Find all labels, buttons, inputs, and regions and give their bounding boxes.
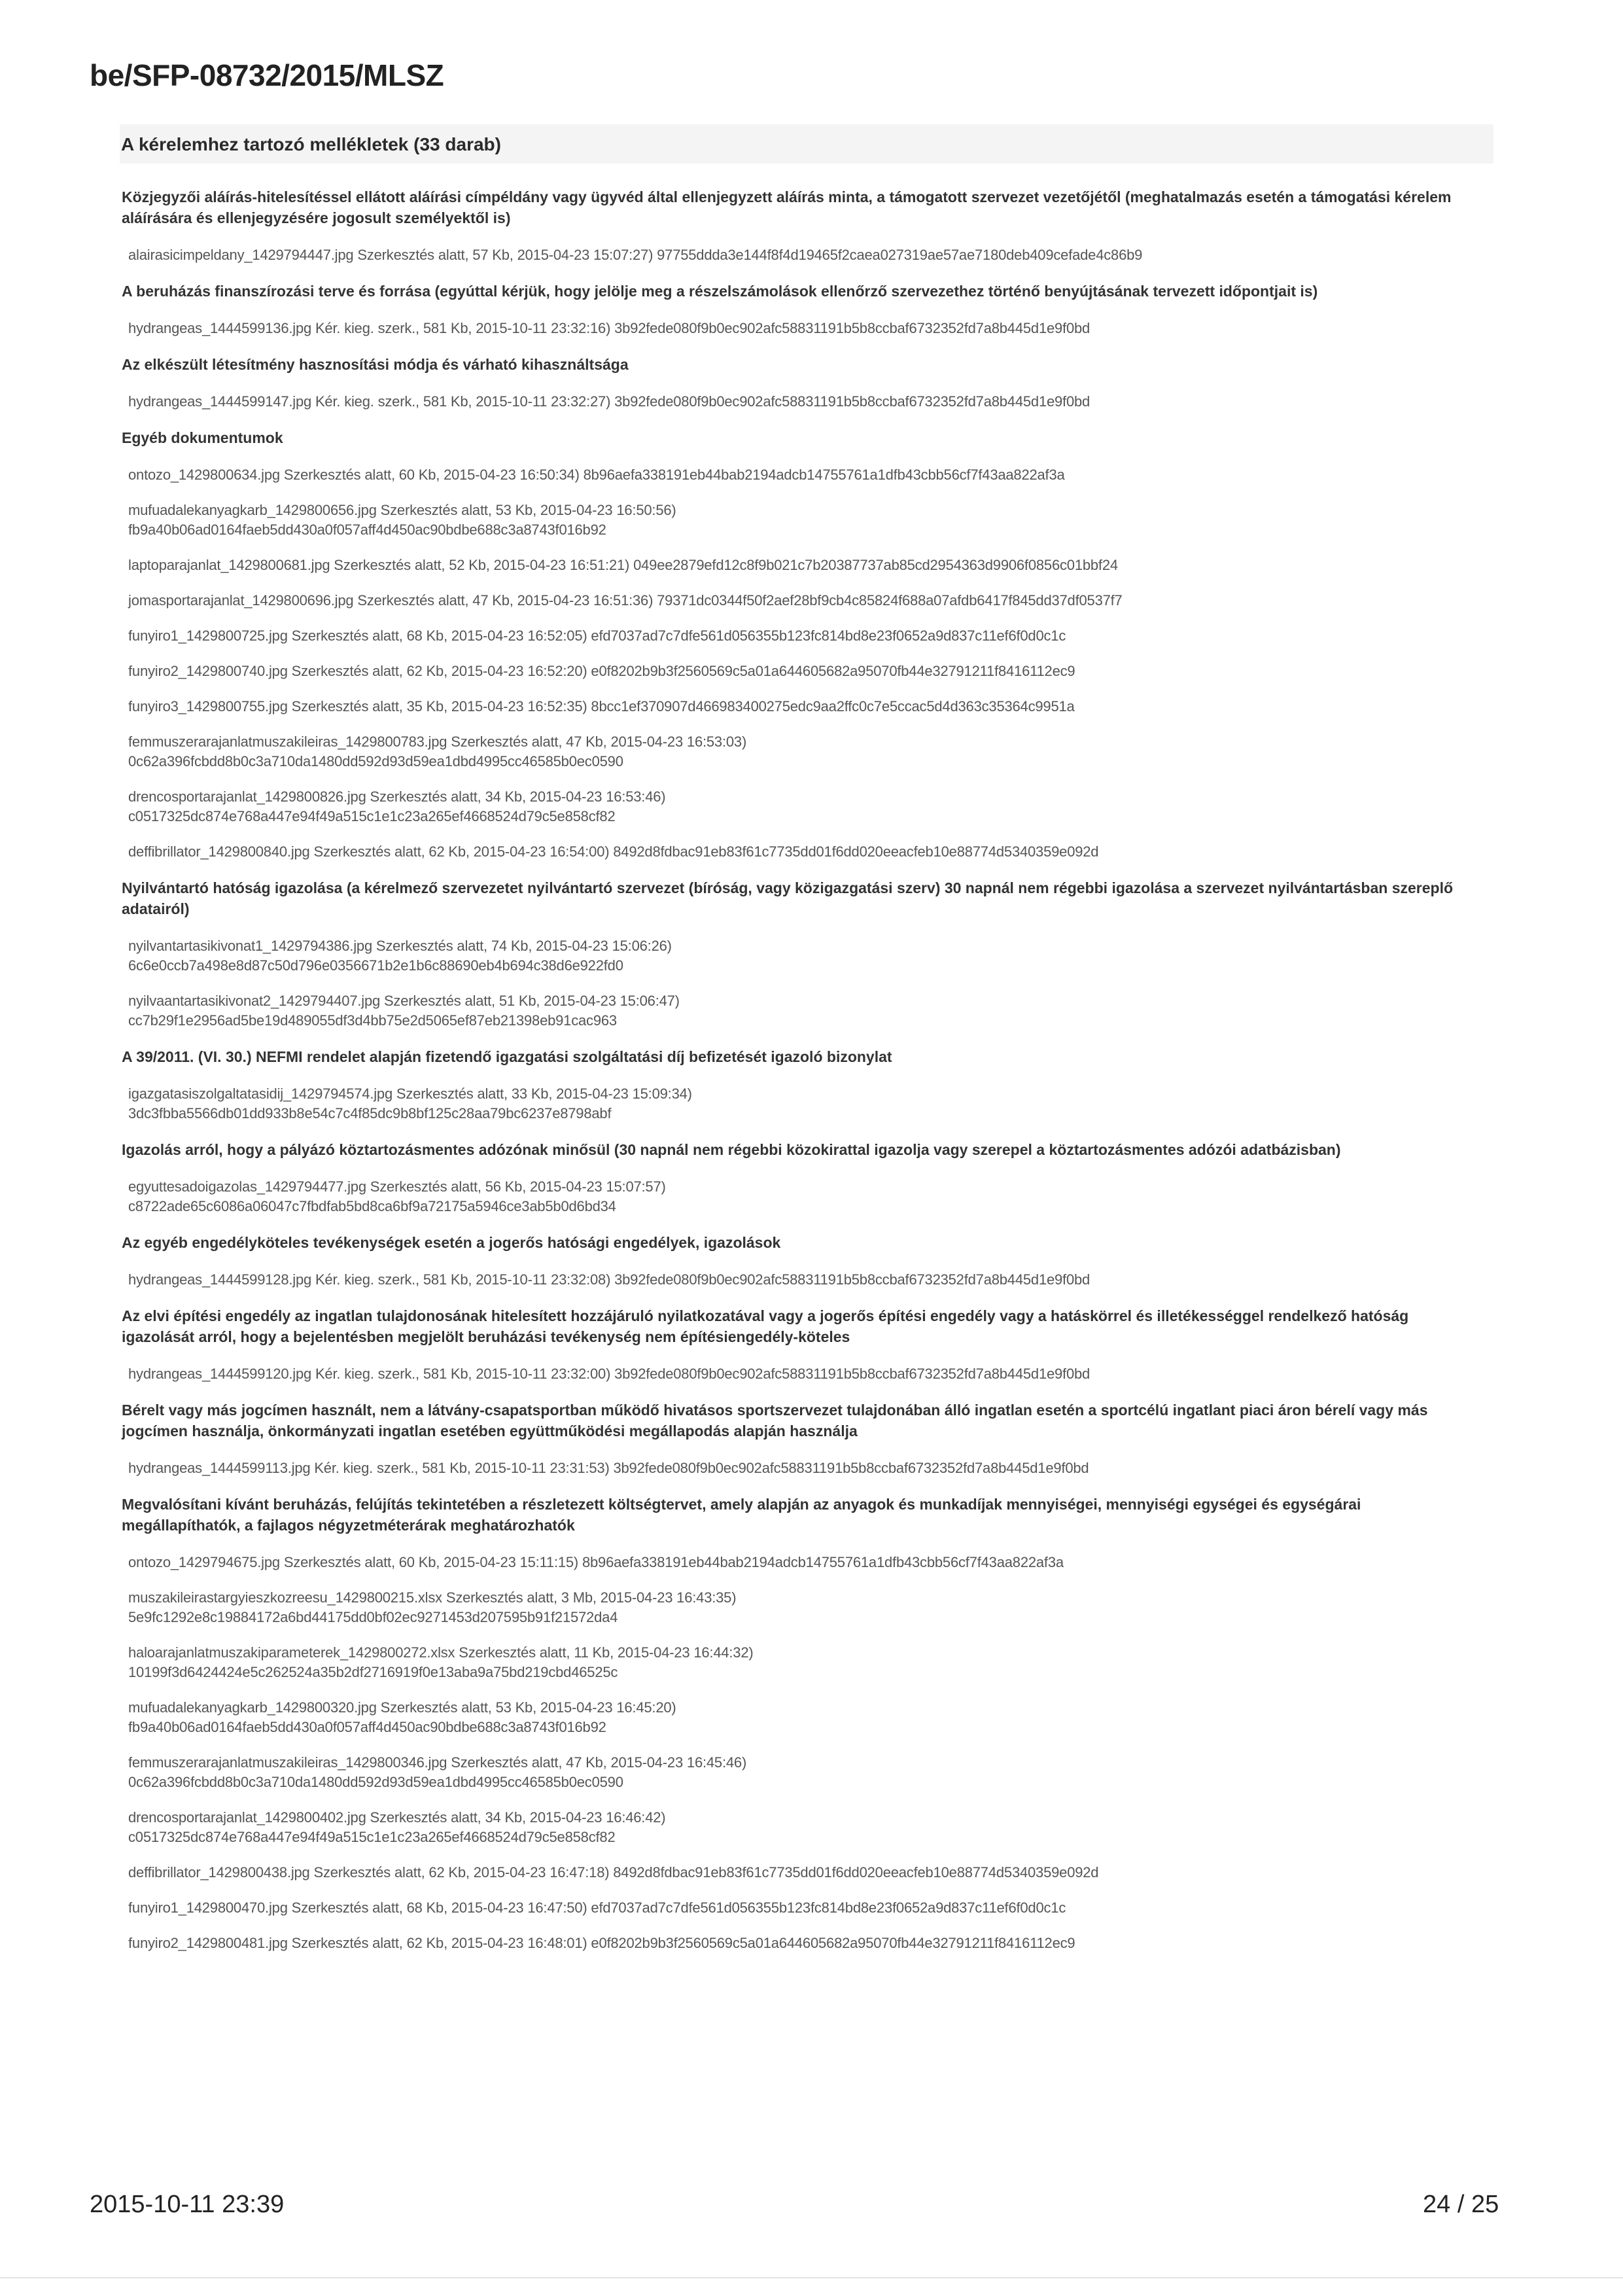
attachment-file-entry: hydrangeas_1444599136.jpg Kér. kieg. szerk., 581 Kb, 2015-10-11 23:32:16) 3b92fede080f9b0ec902afc58831191b5b8ccbaf6732352fd7a8b445d1e9f0bd	[128, 320, 1091, 336]
attachment-category-heading: Igazolás arról, hogy a pályázó köztartozásmentes adózónak minősül (30 napnál nem régebbi közokirattal igazolja vagy szerepel a köztartozásmentes adózói adatbázisban)	[122, 1141, 1341, 1158]
attachment-file-entry: hydrangeas_1444599128.jpg Kér. kieg. szerk., 581 Kb, 2015-10-11 23:32:08) 3b92fede080f9b0ec902afc58831191b5b8ccbaf6732352fd7a8b445d1e9f0bd	[128, 1271, 1091, 1288]
document-id: be/SFP-08732/2015/MLSZ	[90, 58, 444, 92]
attachment-file-entry: funyiro2_1429800481.jpg Szerkesztés alatt, 62 Kb, 2015-04-23 16:48:01) e0f8202b9b3f2560569c5a01a644605682a95070fb44e32791211f8416112ec9	[128, 1935, 1075, 1951]
attachment-file-entry: mufuadalekanyagkarb_1429800320.jpg Szerkesztés alatt, 53 Kb, 2015-04-23 16:45:20) fb9a40b06ad0164faeb5dd430a0f057aff4d450ac90bdbe688c3a8743f016b92	[128, 1699, 676, 1735]
attachment-category-heading: Nyilvántartó hatóság igazolása (a kérelmező szervezetet nyilvántartó szervezet (bíróság, vagy közigazgatási szerv) 30 napnál nem régebbi igazolása a szervezet nyilvántartásban szereplő adatairól)	[122, 879, 1454, 917]
attachment-category-heading: Közjegyzői aláírás-hitelesítéssel ellátott aláírási címpéldány vagy ügyvéd által ellenjegyzett aláírás minta, a támogatott szervezet vezetőjétől (meghatalmazás esetén a támogatási kérelem aláírására és ellenjegyzésére jogosult személyektől is)	[122, 188, 1452, 226]
attachment-category-heading: Egyéb dokumentumok	[122, 429, 283, 446]
attachment-file-entry: drencosportarajanlat_1429800826.jpg Szerkesztés alatt, 34 Kb, 2015-04-23 16:53:46) c0517325dc874e768a447e94f49a515c1e1c23a265ef4668524d79c5e858cf82	[128, 788, 666, 824]
attachment-file-entry: hydrangeas_1444599113.jpg Kér. kieg. szerk., 581 Kb, 2015-10-11 23:31:53) 3b92fede080f9b0ec902afc58831191b5b8ccbaf6732352fd7a8b445d1e9f0bd	[128, 1460, 1089, 1476]
attachment-file-entry: drencosportarajanlat_1429800402.jpg Szerkesztés alatt, 34 Kb, 2015-04-23 16:46:42) c0517325dc874e768a447e94f49a515c1e1c23a265ef4668524d79c5e858cf82	[128, 1809, 666, 1845]
attachment-list	[122, 186, 1469, 1969]
attachment-file-entry: ontozo_1429794675.jpg Szerkesztés alatt, 60 Kb, 2015-04-23 15:11:15) 8b96aefa338191eb44bab2194adcb14755761a1dfb43cbb56cf7f43aa822af3a	[128, 1554, 1064, 1570]
attachment-category-heading: A beruházás finanszírozási terve és forrása (egyúttal kérjük, hogy jelölje meg a részelszámolások ellenőrző szervezethez történő benyújtásának tervezett időpontjait is)	[122, 283, 1318, 300]
attachment-category-heading: Bérelt vagy más jogcímen használt, nem a látvány-csapatsportban működő hivatásos sportszervezet tulajdonában álló ingatlan esetén a sportcélú ingatlant piaci áron bérelí vagy más jogcímen használja, önkormányzati ingatlan esetében együttműködési megállapodás alapján használja	[122, 1402, 1428, 1439]
attachment-file-entry: jomasportarajanlat_1429800696.jpg Szerkesztés alatt, 47 Kb, 2015-04-23 16:51:36) 79371dc0344f50f2aef28bf9cb4c85824f688a07afdb6417f845dd37df0537f7	[128, 592, 1123, 609]
attachment-file-entry: funyiro3_1429800755.jpg Szerkesztés alatt, 35 Kb, 2015-04-23 16:52:35) 8bcc1ef370907d466983400275edc9aa2ffc0c7e5ccac5d4d363c35364c9951a	[128, 698, 1075, 715]
attachment-file-entry: deffibrillator_1429800438.jpg Szerkesztés alatt, 62 Kb, 2015-04-23 16:47:18) 8492d8fdbac91eb83f61c7735dd01f6dd020eeacfeb10e88774d5340359e092d	[128, 1864, 1099, 1881]
attachment-file-entry: funyiro1_1429800725.jpg Szerkesztés alatt, 68 Kb, 2015-04-23 16:52:05) efd7037ad7c7dfe561d056355b123fc814bd8e23f0652a9d837c11ef6f0d0c1c	[128, 627, 1066, 644]
attachment-file-entry: ontozo_1429800634.jpg Szerkesztés alatt, 60 Kb, 2015-04-23 16:50:34) 8b96aefa338191eb44bab2194adcb14755761a1dfb43cbb56cf7f43aa822af3a	[128, 467, 1065, 483]
attachment-category-heading: Az egyéb engedélyköteles tevékenységek esetén a jogerős hatósági engedélyek, igazolások	[122, 1234, 781, 1251]
attachment-file-entry: funyiro1_1429800470.jpg Szerkesztés alatt, 68 Kb, 2015-04-23 16:47:50) efd7037ad7c7dfe561d056355b123fc814bd8e23f0652a9d837c11ef6f0d0c1c	[128, 1899, 1066, 1916]
footer-timestamp: 2015-10-11 23:39	[90, 2191, 285, 2218]
attachment-file-entry: nyilvaantartasikivonat2_1429794407.jpg Szerkesztés alatt, 51 Kb, 2015-04-23 15:06:47) cc7b29f1e2956ad5be19d489055df3d4bb75e2d5065ef87eb21398eb91cac963	[128, 993, 680, 1029]
attachment-file-entry: funyiro2_1429800740.jpg Szerkesztés alatt, 62 Kb, 2015-04-23 16:52:20) e0f8202b9b3f2560569c5a01a644605682a95070fb44e32791211f8416112ec9	[128, 663, 1075, 679]
page-number: 24 / 25	[1423, 2191, 1499, 2218]
attachment-file-entry: muszakileirastargyieszkozreesu_1429800215.xlsx Szerkesztés alatt, 3 Mb, 2015-04-23 16:43:35) 5e9fc1292e8c19884172a6bd44175dd0bf02ec9271453d207595b91f21572da4	[128, 1589, 737, 1625]
attachment-file-entry: mufuadalekanyagkarb_1429800656.jpg Szerkesztés alatt, 53 Kb, 2015-04-23 16:50:56) fb9a40b06ad0164faeb5dd430a0f057aff4d450ac90bdbe688c3a8743f016b92	[128, 502, 676, 538]
attachment-file-entry: hydrangeas_1444599147.jpg Kér. kieg. szerk., 581 Kb, 2015-10-11 23:32:27) 3b92fede080f9b0ec902afc58831191b5b8ccbaf6732352fd7a8b445d1e9f0bd	[128, 393, 1091, 410]
attachment-file-entry: hydrangeas_1444599120.jpg Kér. kieg. szerk., 581 Kb, 2015-10-11 23:32:00) 3b92fede080f9b0ec902afc58831191b5b8ccbaf6732352fd7a8b445d1e9f0bd	[128, 1366, 1091, 1382]
attachment-category-heading: A 39/2011. (VI. 30.) NEFMI rendelet alapján fizetendő igazgatási szolgáltatási díj befizetését igazoló bizonylat	[122, 1048, 892, 1065]
attachment-category-heading: Az elkészült létesítmény hasznosítási módja és várható kihasználtsága	[122, 356, 629, 373]
scan-edge-line	[0, 2277, 1623, 2278]
attachment-file-entry: egyuttesadoigazolas_1429794477.jpg Szerkesztés alatt, 56 Kb, 2015-04-23 15:07:57) c8722ade65c6086a06047c7fbdfab5bd8ca6bf9a72175a5946ce3ab5b0d6bd34	[128, 1178, 666, 1214]
attachment-category-heading: Megvalósítani kívánt beruházás, felújítás tekintetében a részletezett költségtervet, amely alapján az anyagok és munkadíjak mennyiségei, mennyiségi egységei és egységárai megállapíthatók, a fajlagos négyzetméterárak meghatározhatók	[122, 1496, 1361, 1534]
attachment-file-entry: femmuszerarajanlatmuszakileiras_1429800783.jpg Szerkesztés alatt, 47 Kb, 2015-04-23 16:53:03) 0c62a396fcbdd8b0c3a710da1480dd592d93d59ea1dbd4995cc46585b0ec0590	[128, 733, 747, 769]
attachment-file-entry: femmuszerarajanlatmuszakileiras_1429800346.jpg Szerkesztés alatt, 47 Kb, 2015-04-23 16:45:46) 0c62a396fcbdd8b0c3a710da1480dd592d93d59ea1dbd4995cc46585b0ec0590	[128, 1754, 747, 1790]
section-title: A kérelemhez tartozó mellékletek (33 darab)	[121, 134, 501, 154]
attachment-file-entry: alairasicimpeldany_1429794447.jpg Szerkesztés alatt, 57 Kb, 2015-04-23 15:07:27) 97755ddda3e144f8f4d19465f2caea027319ae57ae7180deb409cefade4c86b9	[128, 247, 1143, 263]
attachment-category-heading: Az elvi építési engedély az ingatlan tulajdonosának hitelesített hozzájáruló nyilatkozatával vagy a jogerős építési engedély vagy a hatáskörrel és illetékességgel rendelkező hatóság igazolását arról, hogy a bejelentésben megjelölt beruházási tevékenység nem építésiengedély-köteles	[122, 1307, 1409, 1345]
attachment-file-entry: laptoparajanlat_1429800681.jpg Szerkesztés alatt, 52 Kb, 2015-04-23 16:51:21) 049ee2879efd12c8f9b021c7b20387737ab85cd2954363d9906f0856c01bbf24	[128, 557, 1118, 573]
attachment-file-entry: haloarajanlatmuszakiparameterek_1429800272.xlsx Szerkesztés alatt, 11 Kb, 2015-04-23 16:44:32) 10199f3d6424424e5c262524a35b2df2716919f0e13aba9a75bd219cbd46525c	[128, 1644, 754, 1680]
attachment-file-entry: nyilvantartasikivonat1_1429794386.jpg Szerkesztés alatt, 74 Kb, 2015-04-23 15:06:26) 6c6e0ccb7a498e8d87c50d796e0356671b2e1b6c88690eb4b694c38d6e922fd0	[128, 938, 672, 974]
attachment-file-entry: deffibrillator_1429800840.jpg Szerkesztés alatt, 62 Kb, 2015-04-23 16:54:00) 8492d8fdbac91eb83f61c7735dd01f6dd020eeacfeb10e88774d5340359e092d	[128, 843, 1099, 860]
attachment-file-entry: igazgatasiszolgaltatasidij_1429794574.jpg Szerkesztés alatt, 33 Kb, 2015-04-23 15:09:34) 3dc3fbba5566db01dd933b8e54c7c4f85dc9b8bf125c28aa79bc6237e8798abf	[128, 1086, 692, 1122]
